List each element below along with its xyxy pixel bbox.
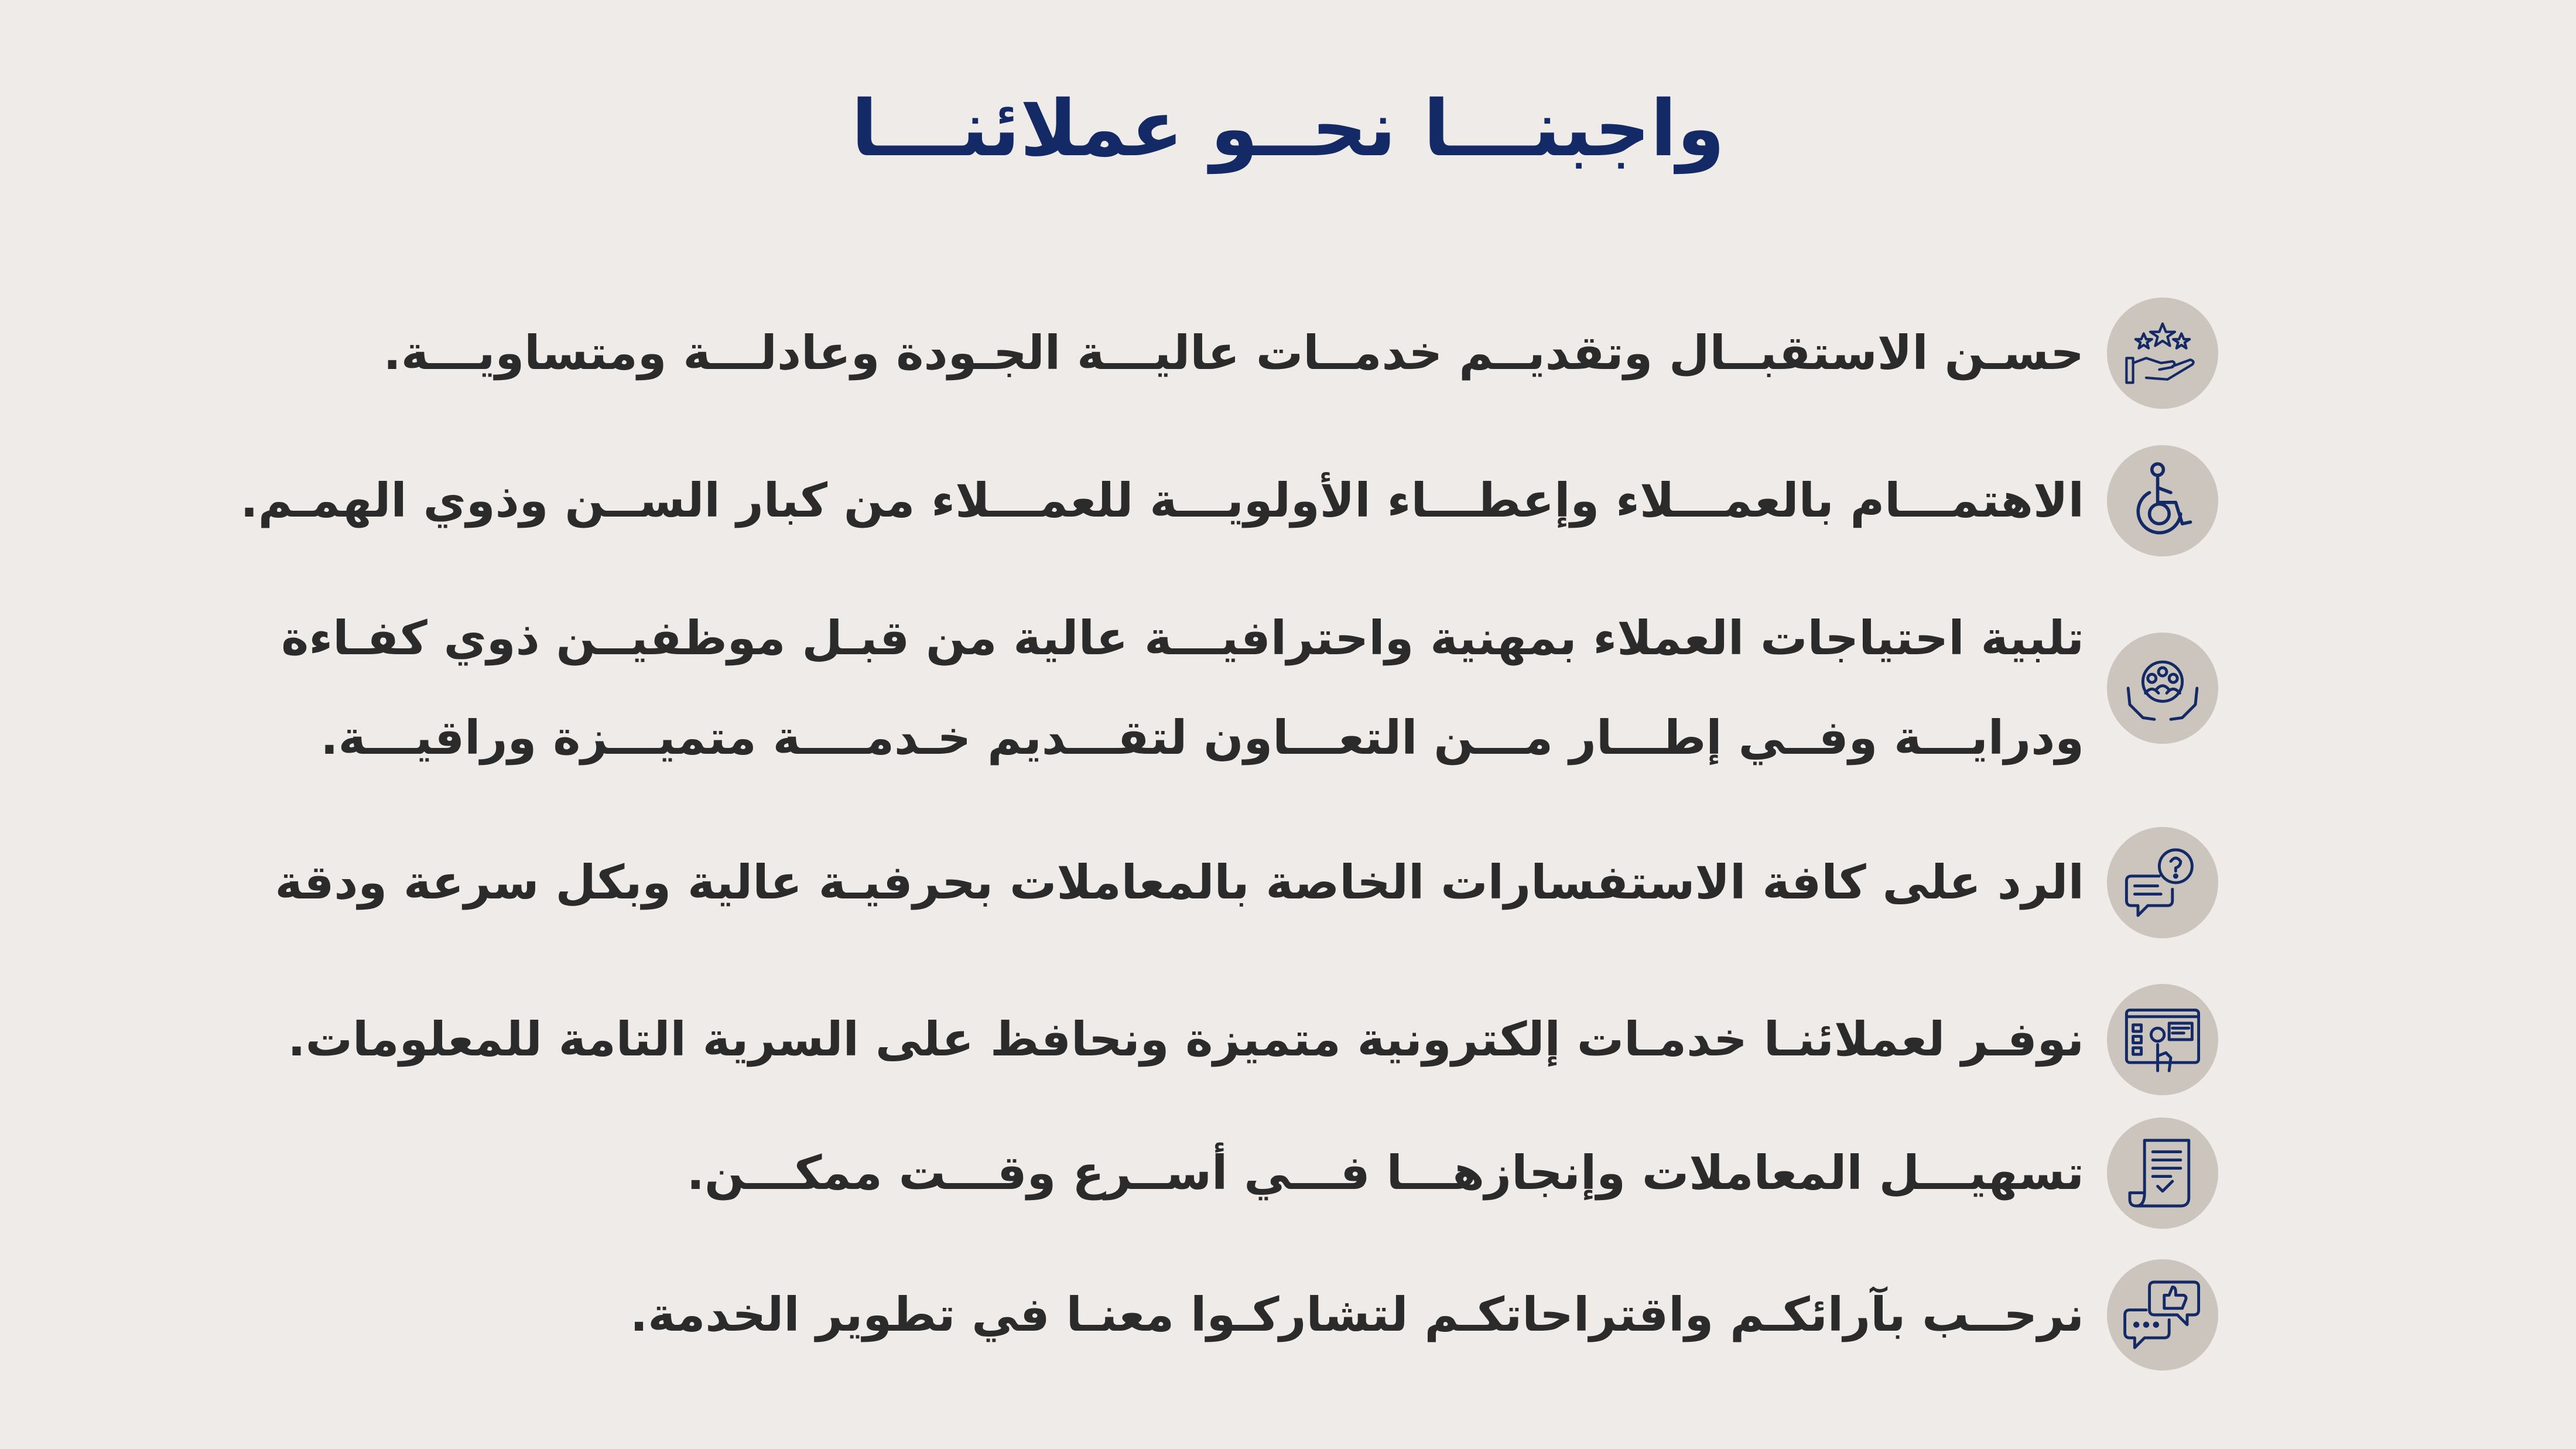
list-item <box>0 1117 2576 1229</box>
list-item <box>0 827 2576 938</box>
text-line: تلبية احتياجات العملاء بمهنية واحترافيـــة عالية من قبـل موظفيــن ذوي كفـاءة <box>281 611 2084 665</box>
text-line: الاهتمـــام بالعمـــلاء وإعطـــاء الأولويـــة للعمـــلاء من كبار الســن وذوي الهمـم. <box>240 473 2084 528</box>
wheelchair-icon <box>2107 445 2218 556</box>
list-item <box>0 298 2576 409</box>
list-item <box>0 984 2576 1095</box>
text-line: حسـن الاستقبــال وتقديــم خدمــات عاليـــة الجـودة وعادلـــة ومتساويـــة. <box>383 326 2084 380</box>
online-service-icon <box>2107 984 2218 1095</box>
list-item-text <box>240 471 2084 530</box>
document-check-icon <box>2107 1117 2218 1229</box>
list-item-text <box>386 1286 2084 1344</box>
question-chat-icon <box>2107 827 2218 938</box>
list-item-text <box>281 589 2084 788</box>
stars-hand-icon <box>2107 298 2218 409</box>
list-item <box>0 589 2576 788</box>
text-line: تسهيـــل المعاملات وإنجازهـــا فـــي أســرع وقـــت ممكـــن. <box>686 1146 2084 1200</box>
feedback-chat-icon <box>2107 1259 2218 1371</box>
list-item-text <box>275 853 2084 912</box>
text-line: ودرايـــة وفــي إطـــار مـــن التعـــاون لتقـــديم خـدمــــة متميـــزة وراقيـــة. <box>320 710 2084 765</box>
text-line: نوفـر لعملائنـا خدمـات إلكترونية متميزة ونحافظ على السرية التامة للمعلومات. <box>288 1012 2084 1067</box>
text-line: الرد على كافة الاستفسارات الخاصة بالمعاملات بحرفيـة عالية وبكل سرعة ودقة <box>275 855 2084 910</box>
list-item-text <box>383 324 2084 382</box>
hands-people-icon <box>2107 633 2218 744</box>
list-item-text <box>288 1010 2084 1069</box>
text-line: نرحــب بآرائكـم واقتراحاتكـم لتشاركـوا معنـا في تطوير الخدمة. <box>630 1287 2084 1342</box>
page-title: واجبنـــا نحــو عملائنـــا <box>851 84 1725 174</box>
list-item-text <box>386 1144 2084 1202</box>
list-item <box>0 1259 2576 1371</box>
list-item <box>0 445 2576 556</box>
